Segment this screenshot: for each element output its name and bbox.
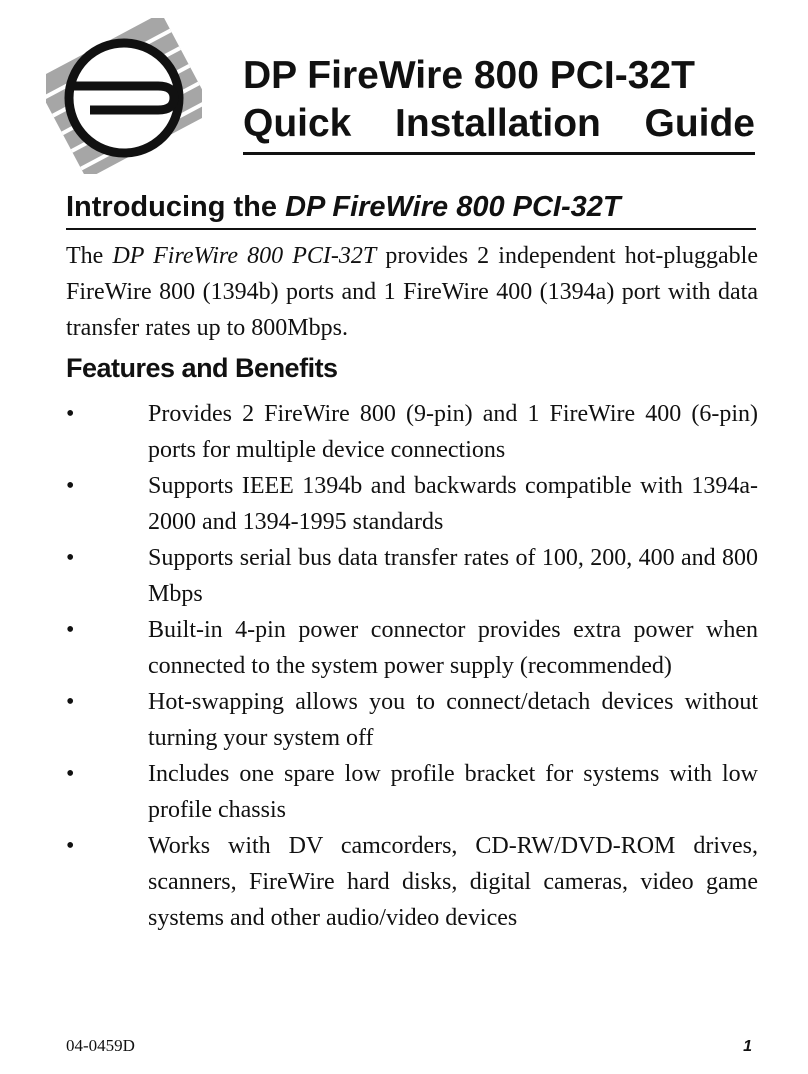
features-heading: Features and Benefits <box>66 353 338 383</box>
list-item <box>66 540 758 612</box>
features-list <box>66 396 758 936</box>
list-item <box>66 756 758 828</box>
document-code: 04-0459D <box>66 1036 135 1055</box>
siig-logo <box>46 18 202 174</box>
title-line-2 <box>243 100 755 148</box>
title-word: Installation <box>395 102 601 145</box>
list-item <box>66 396 758 468</box>
title-word: Guide <box>644 102 755 145</box>
bullet: • <box>66 545 75 571</box>
list-item <box>66 684 758 756</box>
intro-paragraph <box>66 238 758 346</box>
list-item <box>66 612 758 684</box>
bullet: • <box>66 401 75 427</box>
list-item-text: Works with DV camcorders, CD-RW/DVD-ROM drives, scanners, FireWire hard disks, digital cameras, video game systems and other audio/video devices <box>148 833 758 931</box>
intro-heading <box>66 188 756 230</box>
list-item-text: Includes one spare low profile bracket for systems with low profile chassis <box>148 761 758 823</box>
intro-text-prefix: The <box>66 243 113 269</box>
bullet: • <box>66 617 75 643</box>
bullet: • <box>66 689 75 715</box>
intro-text-product: DP FireWire 800 PCI-32T <box>112 243 377 269</box>
intro-text-rest: provides 2 independent hot-pluggable FireWire 800 (1394b) ports and 1 FireWire 400 (1394a) port with data transfer rates up to 800Mbps. <box>66 243 758 341</box>
list-item-text: Supports serial bus data transfer rates of 100, 200, 400 and 800 Mbps <box>148 545 758 607</box>
page-number: 1 <box>743 1038 752 1055</box>
intro-heading-prefix: Introducing the <box>66 191 286 223</box>
bullet: • <box>66 833 75 859</box>
list-item <box>66 828 758 936</box>
title-word: Quick <box>243 102 352 145</box>
list-item-text: Provides 2 FireWire 800 (9-pin) and 1 FireWire 400 (6-pin) ports for multiple device connections <box>148 401 758 463</box>
bullet: • <box>66 761 75 787</box>
list-item-text: Built-in 4-pin power connector provides extra power when connected to the system power supply (recommended) <box>148 617 758 679</box>
list-item-text: Supports IEEE 1394b and backwards compatible with 1394a-2000 and 1394-1995 standards <box>148 473 758 535</box>
list-item-text: Hot-swapping allows you to connect/detach devices without turning your system off <box>148 689 758 751</box>
bullet: • <box>66 473 75 499</box>
intro-heading-product: DP FireWire 800 PCI-32T <box>285 191 621 223</box>
document-title <box>243 52 755 155</box>
list-item <box>66 468 758 540</box>
title-line-1: DP FireWire 800 PCI-32T <box>243 54 695 97</box>
